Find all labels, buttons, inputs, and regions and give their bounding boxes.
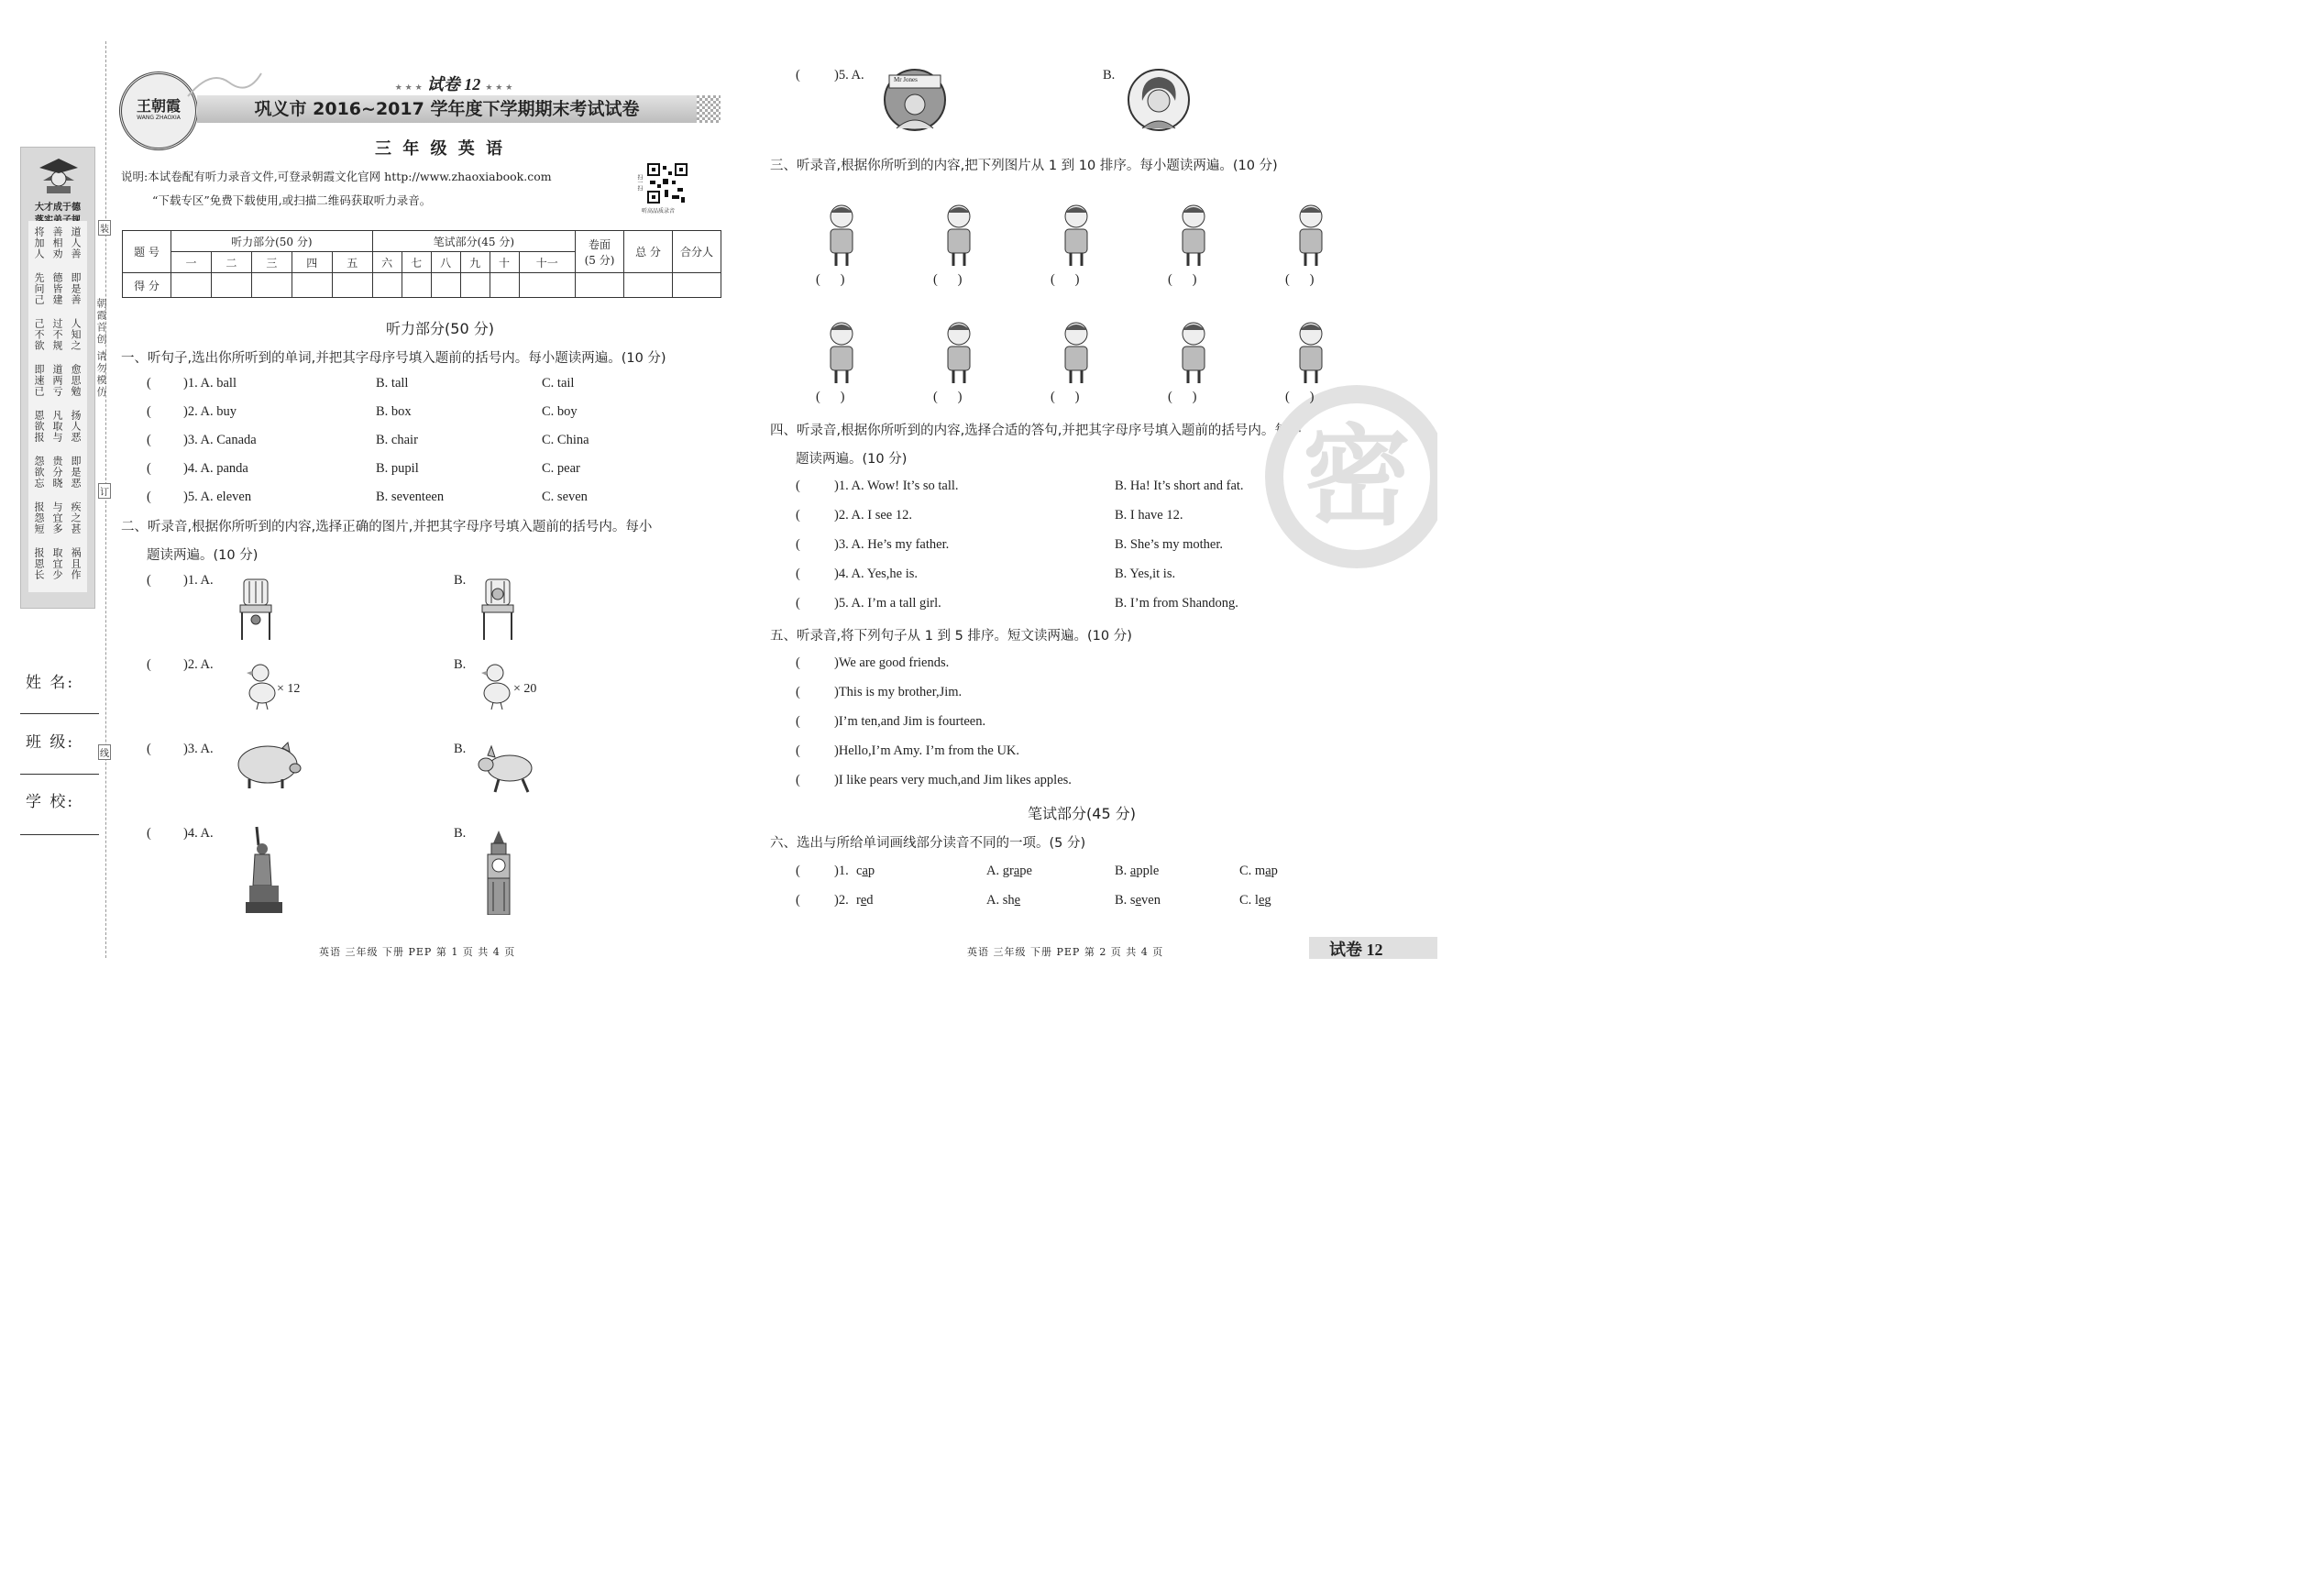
score-cell[interactable]: [673, 273, 721, 298]
score-cell[interactable]: [332, 273, 372, 298]
chair-b-icon: [479, 578, 517, 642]
s1-item-option-b: B. seventeen: [376, 490, 445, 504]
motto-caption-1: 大才成于德: [35, 203, 81, 213]
copyright-vertical: 朝霞首创 请勿模仿: [95, 298, 107, 399]
s4-item-option-a: )2. A. I see 12.: [834, 508, 912, 523]
option-suffix: pple: [1136, 864, 1160, 878]
underlined-letter: a: [862, 864, 868, 878]
s5-item-paren[interactable]: (: [796, 685, 800, 699]
binding-cut-line: [105, 41, 106, 958]
s1-item-option-a: )4. A. panda: [183, 461, 248, 476]
motto-column: 报恩长: [33, 547, 45, 580]
paper-number: 试卷 12: [426, 75, 481, 94]
s2-item-4-b: B.: [454, 826, 467, 841]
s1-item-option-c: C. boy: [542, 404, 578, 419]
note-line-2: “下载专区”免费下载使用,或扫描二维码获取听力录音。: [152, 193, 432, 207]
score-table: [122, 230, 721, 298]
motto-column: 即是善: [70, 272, 82, 305]
motto-column: 道人善: [70, 226, 82, 259]
s2-item-5-paren[interactable]: (: [796, 68, 800, 83]
chair-a-icon: [237, 578, 275, 642]
s1-item-option-b: B. chair: [376, 433, 418, 447]
s1-item-option-a: )1. A. ball: [183, 376, 237, 391]
s5-item-paren[interactable]: (: [796, 743, 800, 758]
motto-column: 祸且作: [70, 547, 82, 580]
duckling-b-count: × 20: [513, 682, 537, 696]
s1-item-option-a: )3. A. Canada: [183, 433, 257, 447]
section-5-title: 五、听录音,将下列句子从 1 到 5 排序。短文读两遍。(10 分): [770, 629, 1132, 644]
option-prefix: B. s: [1115, 893, 1136, 908]
motto-column: 己不欲: [33, 318, 45, 351]
score-cell[interactable]: [402, 273, 431, 298]
note-line-1: 说明:本试卷配有听力录音文件,可登录朝霞文化官网 http://www.zhaoxiabook.com: [121, 170, 552, 183]
girl-hair-icon: [1274, 319, 1348, 385]
s6-option-a: [986, 893, 1020, 908]
s6-option-b: [1115, 864, 1159, 879]
checker-pattern-icon: [697, 95, 721, 123]
s4-item-paren[interactable]: (: [796, 537, 800, 552]
s2-item-2-b: B.: [454, 657, 467, 672]
s1-item-option-c: C. tail: [542, 376, 575, 391]
option-prefix: A. gr: [986, 864, 1014, 878]
section-6-title: 六、选出与所给单词画线部分读音不同的一项。(5 分): [770, 836, 1086, 851]
s6-item-word: [856, 864, 875, 879]
neatness-points: (5 分): [584, 253, 615, 267]
s5-item-paren[interactable]: (: [796, 655, 800, 670]
paper-number-header: [385, 72, 523, 95]
section-1-title: 一、听句子,选出你所听到的单词,并把其字母序号填入题前的括号内。每小题读两遍。(10 分): [121, 351, 666, 366]
s2-item-1-label: )1. A.: [183, 573, 214, 588]
section-3-title: 三、听录音,根据你所听到的内容,把下列图片从 1 到 10 排序。每小题读两遍。(10 分): [770, 159, 1278, 173]
score-cell[interactable]: [460, 273, 490, 298]
shrugging-kid-icon: [1157, 202, 1230, 268]
underlined-letter: a: [1129, 864, 1137, 878]
option-suffix: ven: [1141, 893, 1161, 908]
s2-item-2-paren[interactable]: (: [147, 657, 151, 672]
logo-text: 王朝霞: [136, 99, 181, 115]
s2-item-5-label: )5. A.: [834, 68, 864, 83]
duckling-a-count: × 12: [277, 682, 301, 696]
s1-item-option-b: B. box: [376, 404, 412, 419]
motto-column: 与宜多: [51, 501, 63, 534]
writing-header: 笔试部分(45 分): [372, 231, 575, 252]
option-prefix: A. sh: [986, 893, 1015, 908]
qr-code-icon[interactable]: [646, 162, 688, 204]
motto-column: 凡取与: [51, 410, 63, 443]
writing-heading: 笔试部分(45 分): [1028, 805, 1136, 822]
score-cell[interactable]: [372, 273, 402, 298]
motto-columns: [28, 221, 87, 592]
fat-pig-icon: [235, 739, 304, 790]
listening-header: 听力部分(50 分): [171, 231, 373, 252]
option-suffix: pe: [1019, 864, 1032, 878]
old-man-cane-icon: [1157, 319, 1230, 385]
s4-item-option-b: B. I have 12.: [1115, 508, 1183, 523]
scholar-illustration-icon: [38, 153, 80, 193]
table-row-label-1: 题 号: [123, 231, 171, 273]
s6-item-number: )1.: [834, 864, 849, 878]
s6-item-word: [856, 893, 874, 908]
s6-item-paren[interactable]: (: [796, 864, 800, 878]
s3-blank[interactable]: ( ): [1168, 272, 1197, 287]
star-row-right: ★ ★ ★: [485, 83, 513, 93]
section-2-title-line-2: 题读两遍。(10 分): [147, 548, 259, 563]
footer-left: 英语 三年级 下册 PEP 第 1 页 共 4 页: [319, 946, 516, 958]
underlined-letter: e: [1135, 893, 1142, 908]
s5-item-sentence: )We are good friends.: [834, 655, 950, 670]
s5-item-sentence: )I like pears very much,and Jim likes apples.: [834, 773, 1072, 787]
s5-item-paren[interactable]: (: [796, 714, 800, 729]
s6-option-c: [1239, 893, 1271, 908]
s1-item-paren[interactable]: (: [147, 461, 151, 476]
s1-item-option-c: C. seven: [542, 490, 588, 504]
s1-item-paren[interactable]: (: [147, 490, 151, 504]
s3-blank[interactable]: ( ): [816, 390, 845, 404]
motto-column: 过不规: [51, 318, 63, 351]
s5-item-sentence: )This is my brother,Jim.: [834, 685, 963, 699]
footer-right: 英语 三年级 下册 PEP 第 2 页 共 4 页: [967, 946, 1164, 958]
cut-mark-1: 装: [98, 220, 111, 236]
s1-item-option-a: )2. A. buy: [183, 404, 237, 419]
word-letter: r: [856, 893, 861, 908]
s3-blank[interactable]: ( ): [1168, 390, 1197, 404]
thin-pig-icon: [475, 741, 541, 796]
col-8: 八: [431, 252, 460, 273]
boy-thinking-icon: [805, 319, 878, 385]
motto-column: 疾之甚: [70, 501, 82, 534]
motto-column: 即是恶: [70, 456, 82, 489]
s1-item-option-c: C. pear: [542, 461, 580, 476]
subject-subtitle: 三 年 级 英 语: [374, 139, 506, 159]
name-label: 姓 名:: [26, 674, 75, 692]
neatness-header: [576, 231, 624, 273]
motto-column: 道两亏: [51, 364, 63, 397]
s3-blank[interactable]: ( ): [816, 272, 845, 287]
s2-item-1-paren[interactable]: (: [147, 573, 151, 588]
s6-item-number: )2.: [834, 893, 849, 908]
score-cell[interactable]: [251, 273, 292, 298]
s4-item-option-b: B. Ha! It’s short and fat.: [1115, 479, 1244, 493]
motto-column: 取宜少: [51, 547, 63, 580]
section-4-title-line-2: 题读两遍。(10 分): [796, 452, 908, 467]
name-field[interactable]: [20, 713, 99, 714]
listening-heading: 听力部分(50 分): [386, 320, 494, 337]
option-prefix: C. m: [1239, 864, 1266, 878]
class-label: 班 级:: [26, 733, 75, 752]
s3-blank[interactable]: ( ): [1051, 390, 1080, 404]
col-11: 十一: [519, 252, 575, 273]
underlined-letter: a: [1265, 864, 1271, 878]
statue-of-liberty-icon: [244, 825, 284, 915]
s2-item-5-b: B.: [1103, 68, 1116, 83]
score-cell[interactable]: [519, 273, 575, 298]
star-row-left: ★ ★ ★: [394, 83, 423, 93]
motto-column: 恩欲报: [33, 410, 45, 443]
neatness-label: 卷面: [588, 237, 611, 251]
motto-box: [20, 147, 95, 609]
mr-jones-sign: Mr Jones: [894, 76, 918, 83]
s1-item-paren[interactable]: (: [147, 404, 151, 419]
s4-item-option-a: )5. A. I’m a tall girl.: [834, 596, 941, 611]
boy-desk-icon: [1040, 202, 1113, 268]
motto-column: 扬人恶: [70, 410, 82, 443]
section-2-title-line-1: 二、听录音,根据你所听到的内容,选择正确的图片,并把其字母序号填入题前的括号内。每小: [121, 520, 653, 534]
s3-blank[interactable]: ( ): [1051, 272, 1080, 287]
s2-item-3-b: B.: [454, 742, 467, 756]
col-5: 五: [332, 252, 372, 273]
s2-item-1-b: B.: [454, 573, 467, 588]
col-1: 一: [171, 252, 212, 273]
s6-item-paren[interactable]: (: [796, 893, 800, 908]
motto-column: 愈思勉: [70, 364, 82, 397]
col-2: 二: [211, 252, 251, 273]
score-cell[interactable]: [431, 273, 460, 298]
option-suffix: p: [1271, 864, 1278, 878]
s3-blank[interactable]: ( ): [1285, 390, 1315, 404]
col-4: 四: [292, 252, 332, 273]
cut-mark-2: 订: [98, 483, 111, 499]
car-kid-icon: [1040, 319, 1113, 385]
motto-column: 德皆建: [51, 272, 63, 305]
col-6: 六: [372, 252, 402, 273]
s5-item-sentence: )I’m ten,and Jim is fourteen.: [834, 714, 986, 729]
s1-item-paren[interactable]: (: [147, 376, 151, 391]
checker-header: 合分人: [673, 231, 721, 273]
cut-mark-3: 线: [98, 744, 111, 760]
option-prefix: C. l: [1239, 893, 1259, 908]
motto-column: 将加人: [33, 226, 45, 259]
col-3: 三: [251, 252, 292, 273]
s6-option-b: [1115, 893, 1161, 908]
total-header: 总 分: [624, 231, 673, 273]
boy-standing-icon: [1274, 202, 1348, 268]
s5-item-paren[interactable]: (: [796, 773, 800, 787]
s4-item-paren[interactable]: (: [796, 596, 800, 611]
motto-column: 善相劝: [51, 226, 63, 259]
s4-item-option-a: )4. A. Yes,he is.: [834, 567, 919, 581]
class-field[interactable]: [20, 774, 99, 775]
motto-column: 怨欲忘: [33, 456, 45, 489]
s4-item-option-b: B. She’s my mother.: [1115, 537, 1224, 552]
confidential-stamp: [1265, 385, 1437, 568]
s3-blank[interactable]: ( ): [933, 390, 963, 404]
score-cell[interactable]: [624, 273, 673, 298]
qr-caption: 听高品质录音: [642, 208, 676, 215]
man-glasses-icon: [922, 319, 996, 385]
motto-column: 贵分晓: [51, 456, 63, 489]
paper-tag: 试卷 12: [1329, 941, 1383, 959]
s2-item-3-label: )3. A.: [183, 742, 214, 756]
s2-item-4-paren[interactable]: (: [147, 826, 151, 841]
s6-option-a: [986, 864, 1032, 879]
word-letter: c: [856, 864, 863, 878]
option-suffix: g: [1264, 893, 1271, 908]
kids-friends-icon: [805, 202, 878, 268]
s2-item-3-paren[interactable]: (: [147, 742, 151, 756]
s1-item-option-c: C. China: [542, 433, 589, 447]
s4-item-paren[interactable]: (: [796, 567, 800, 581]
duckling-a-icon: [242, 662, 279, 711]
s6-option-c: [1239, 864, 1278, 879]
s3-blank[interactable]: ( ): [1285, 272, 1315, 287]
motto-column: 人知之: [70, 318, 82, 351]
col-10: 十: [490, 252, 519, 273]
s4-item-paren[interactable]: (: [796, 479, 800, 493]
col-9: 九: [460, 252, 490, 273]
qr-side-text: 扫一扫: [636, 174, 643, 191]
s2-item-2-label: )2. A.: [183, 657, 214, 672]
word-letter: d: [866, 893, 874, 908]
exam-title: 巩义市 2016~2017 学年度下学期期末考试试卷: [254, 99, 640, 119]
s4-item-paren[interactable]: (: [796, 508, 800, 523]
section-4-title-line-1: 四、听录音,根据你所听到的内容,选择合适的答句,并把其字母序号填入题前的括号内。每小: [770, 424, 1302, 438]
option-prefix: B.: [1115, 864, 1130, 878]
motto-column: 先问己: [33, 272, 45, 305]
s1-item-option-b: B. pupil: [376, 461, 419, 476]
big-ben-icon: [482, 829, 515, 915]
table-row-label-2: 得 分: [123, 273, 171, 298]
school-field[interactable]: [20, 834, 99, 835]
underlined-letter: e: [1014, 893, 1021, 908]
s1-item-option-a: )5. A. eleven: [183, 490, 252, 504]
duckling-b-icon: [477, 662, 513, 711]
motto-column: 即速已: [33, 364, 45, 397]
underlined-letter: e: [1258, 893, 1265, 908]
woman-portrait-icon: [1126, 68, 1192, 132]
s5-item-sentence: )Hello,I’m Amy. I’m from the UK.: [834, 743, 1020, 758]
score-cell[interactable]: [292, 273, 332, 298]
s3-blank[interactable]: ( ): [933, 272, 963, 287]
underlined-letter: e: [860, 893, 867, 908]
s4-item-option-a: )3. A. He’s my father.: [834, 537, 950, 552]
col-7: 七: [402, 252, 431, 273]
logo-subtext: WANG ZHAOXIA: [137, 115, 181, 121]
s4-item-option-b: B. I’m from Shandong.: [1115, 596, 1238, 611]
s1-item-option-b: B. tall: [376, 376, 409, 391]
boy-globe-icon: [922, 202, 996, 268]
stamp-character: 密: [1302, 413, 1411, 540]
s1-item-paren[interactable]: (: [147, 433, 151, 447]
underlined-letter: a: [1013, 864, 1020, 878]
s4-item-option-a: )1. A. Wow! It’s so tall.: [834, 479, 959, 493]
school-label: 学 校:: [26, 793, 75, 811]
score-cell[interactable]: [490, 273, 519, 298]
s2-item-4-label: )4. A.: [183, 826, 214, 841]
motto-column: 报怨短: [33, 501, 45, 534]
s4-item-option-b: B. Yes,it is.: [1115, 567, 1176, 581]
word-letter: p: [867, 864, 875, 878]
score-cell[interactable]: [211, 273, 251, 298]
score-cell[interactable]: [576, 273, 624, 298]
score-cell[interactable]: [171, 273, 212, 298]
